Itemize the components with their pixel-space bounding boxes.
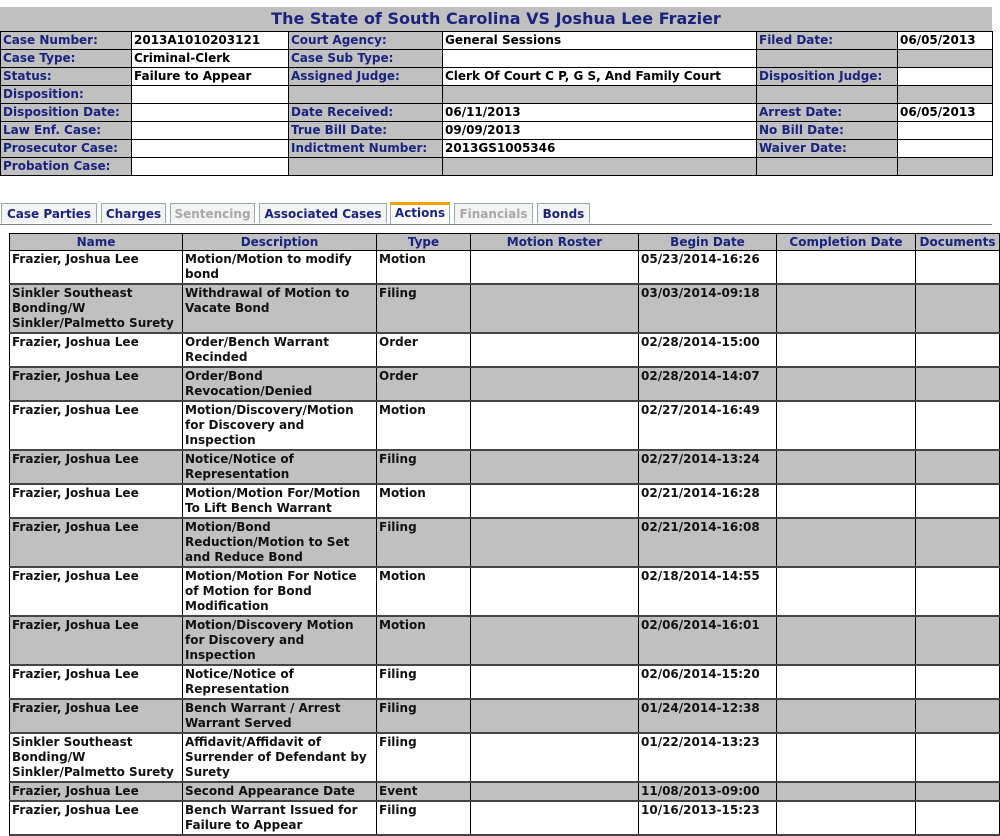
actions-header-row [10,234,1000,251]
cell-type: Motion [377,401,471,450]
table-row[interactable] [10,699,1000,733]
cell-type: Filing [377,733,471,782]
case-info-value: 2013GS1005346 [443,140,757,158]
table-row[interactable] [10,616,1000,665]
cell-documents [916,616,1000,665]
case-info-row [1,158,993,176]
cell-description: Withdrawal of Motion to Vacate Bond [183,284,377,333]
column-header-motion-roster[interactable]: Motion Roster [471,234,639,251]
case-info-value: 09/09/2013 [443,122,757,140]
case-info-label: Case Number: [1,32,132,50]
cell-documents [916,733,1000,782]
cell-motion-roster [471,782,639,801]
cell-motion-roster [471,616,639,665]
cell-name: Frazier, Joshua Lee [10,367,183,401]
cell-begin-date: 02/06/2014-15:20 [639,665,777,699]
case-info-label: Disposition Date: [1,104,132,122]
case-info-label [289,158,443,176]
cell-name: Sinkler Southeast Bonding/W Sinkler/Palmetto Surety [10,733,183,782]
cell-name: Frazier, Joshua Lee [10,518,183,567]
cell-documents [916,333,1000,367]
case-info-value [132,140,289,158]
cell-motion-roster [471,801,639,835]
cell-completion-date [777,484,916,518]
case-info-value: 06/05/2013 [898,32,993,50]
case-info-label: Prosecutor Case: [1,140,132,158]
cell-documents [916,450,1000,484]
column-header-type[interactable]: Type [377,234,471,251]
case-info-label [757,86,898,104]
cell-completion-date [777,284,916,333]
case-info-label: Indictment Number: [289,140,443,158]
case-info-value: Failure to Appear [132,68,289,86]
table-row[interactable] [10,665,1000,699]
cell-type: Motion [377,484,471,518]
case-info-label: Assigned Judge: [289,68,443,86]
cell-begin-date: 01/24/2014-12:38 [639,699,777,733]
cell-type: Motion [377,616,471,665]
cell-documents [916,699,1000,733]
table-row[interactable] [10,251,1000,285]
case-info-label: Waiver Date: [757,140,898,158]
case-info-label: No Bill Date: [757,122,898,140]
cell-completion-date [777,782,916,801]
table-row[interactable] [10,518,1000,567]
cell-begin-date: 02/18/2014-14:55 [639,567,777,616]
tab-sentencing: Sentencing [170,203,255,223]
case-info-value [132,104,289,122]
cell-completion-date [777,567,916,616]
cell-documents [916,665,1000,699]
cell-begin-date: 02/06/2014-16:01 [639,616,777,665]
case-info-label: Filed Date: [757,32,898,50]
cell-description: Motion/Bond Reduction/Motion to Set and Reduce Bond [183,518,377,567]
cell-completion-date [777,699,916,733]
cell-documents [916,518,1000,567]
case-info-label: Disposition: [1,86,132,104]
case-info-value: 2013A1010203121 [132,32,289,50]
cell-motion-roster [471,567,639,616]
case-info-value [898,158,993,176]
case-info-value [443,158,757,176]
case-info-label: Court Agency: [289,32,443,50]
case-tabs [0,200,992,225]
cell-documents [916,567,1000,616]
case-info-value [898,122,993,140]
cell-begin-date: 02/21/2014-16:08 [639,518,777,567]
cell-description: Notice/Notice of Representation [183,450,377,484]
cell-completion-date [777,801,916,835]
case-info-label: Law Enf. Case: [1,122,132,140]
cell-type: Filing [377,665,471,699]
cell-begin-date: 02/27/2014-13:24 [639,450,777,484]
cell-completion-date [777,733,916,782]
cell-description: Affidavit/Affidavit of Surrender of Defendant by Surety [183,733,377,782]
cell-description: Motion/Discovery/Motion for Discovery and Inspection [183,401,377,450]
column-header-documents[interactable]: Documents [916,234,1000,251]
cell-documents [916,367,1000,401]
cell-description: Order/Bench Warrant Recinded [183,333,377,367]
column-header-description[interactable]: Description [183,234,377,251]
cell-completion-date [777,616,916,665]
cell-type: Filing [377,284,471,333]
case-info-value [443,86,757,104]
case-info-label [757,50,898,68]
case-info-value: 06/05/2013 [898,104,993,122]
case-info-value [132,158,289,176]
cell-description: Bench Warrant / Arrest Warrant Served [183,699,377,733]
cell-type: Order [377,367,471,401]
cell-type: Filing [377,801,471,835]
case-info-row [1,140,993,158]
cell-completion-date [777,665,916,699]
case-info-row [1,50,993,68]
cell-begin-date: 10/16/2013-15:23 [639,801,777,835]
cell-type: Event [377,782,471,801]
table-row[interactable] [10,567,1000,616]
cell-type: Filing [377,518,471,567]
case-info-label [757,158,898,176]
case-info-row [1,86,993,104]
case-info-label: True Bill Date: [289,122,443,140]
tab-financials: Financials [454,203,533,223]
cell-completion-date [777,333,916,367]
cell-name: Frazier, Joshua Lee [10,450,183,484]
cell-completion-date [777,518,916,567]
table-row[interactable] [10,367,1000,401]
tab-charges[interactable]: Charges [101,203,166,223]
cell-documents [916,782,1000,801]
cell-motion-roster [471,401,639,450]
cell-documents [916,801,1000,835]
cell-motion-roster [471,367,639,401]
table-row[interactable] [10,782,1000,801]
cell-begin-date: 02/27/2014-16:49 [639,401,777,450]
cell-description: Motion/Motion For/Motion To Lift Bench Warrant [183,484,377,518]
cell-documents [916,401,1000,450]
tab-associated-cases[interactable]: Associated Cases [259,203,387,223]
cell-documents [916,484,1000,518]
tab-bonds[interactable]: Bonds [537,203,590,223]
case-info-label: Probation Case: [1,158,132,176]
table-row[interactable] [10,484,1000,518]
table-row[interactable] [10,733,1000,782]
case-info-row [1,104,993,122]
cell-name: Frazier, Joshua Lee [10,699,183,733]
case-info-label: Disposition Judge: [757,68,898,86]
cell-name: Frazier, Joshua Lee [10,333,183,367]
case-info-value: General Sessions [443,32,757,50]
actions-table-container[interactable] [9,233,996,832]
cell-name: Frazier, Joshua Lee [10,665,183,699]
case-info-value: 06/11/2013 [443,104,757,122]
case-info-label: Case Sub Type: [289,50,443,68]
table-row[interactable] [10,284,1000,333]
cell-completion-date [777,450,916,484]
case-info-value [443,50,757,68]
cell-name: Frazier, Joshua Lee [10,782,183,801]
actions-table [9,233,1000,836]
cell-begin-date: 05/23/2014-16:26 [639,251,777,285]
case-info-label: Arrest Date: [757,104,898,122]
cell-documents [916,284,1000,333]
case-info-table [0,31,993,176]
cell-completion-date [777,367,916,401]
cell-motion-roster [471,251,639,285]
cell-motion-roster [471,699,639,733]
cell-type: Filing [377,450,471,484]
cell-description: Second Appearance Date [183,782,377,801]
cell-begin-date: 01/22/2014-13:23 [639,733,777,782]
cell-begin-date: 02/28/2014-15:00 [639,333,777,367]
cell-begin-date: 02/28/2014-14:07 [639,367,777,401]
cell-completion-date [777,401,916,450]
cell-documents [916,251,1000,285]
cell-description: Bench Warrant Issued for Failure to Appear [183,801,377,835]
tab-case-parties[interactable]: Case Parties [1,203,97,223]
cell-description: Motion/Motion For Notice of Motion for Bond Modification [183,567,377,616]
column-header-completion-date[interactable]: Completion Date [777,234,916,251]
case-info-value [898,68,993,86]
case-info-label: Status: [1,68,132,86]
case-info-label: Case Type: [1,50,132,68]
table-row[interactable] [10,801,1000,835]
cell-motion-roster [471,518,639,567]
cell-type: Motion [377,567,471,616]
cell-type: Filing [377,699,471,733]
cell-motion-roster [471,665,639,699]
cell-description: Order/Bond Revocation/Denied [183,367,377,401]
column-header-name[interactable]: Name [10,234,183,251]
page-title: The State of South Carolina VS Joshua Lee Frazier [0,7,992,31]
case-info-row [1,122,993,140]
cell-begin-date: 02/21/2014-16:28 [639,484,777,518]
cell-name: Frazier, Joshua Lee [10,251,183,285]
case-info-value [898,86,993,104]
cell-motion-roster [471,333,639,367]
cell-motion-roster [471,450,639,484]
case-info-label [289,86,443,104]
cell-motion-roster [471,733,639,782]
cell-motion-roster [471,484,639,518]
cell-begin-date: 11/08/2013-09:00 [639,782,777,801]
case-info-row [1,32,993,50]
table-row[interactable] [10,401,1000,450]
cell-completion-date [777,251,916,285]
cell-name: Frazier, Joshua Lee [10,484,183,518]
case-info-row [1,68,993,86]
tab-actions[interactable]: Actions [390,202,450,224]
cell-description: Motion/Motion to modify bond [183,251,377,285]
case-info-value [132,122,289,140]
column-header-begin-date[interactable]: Begin Date [639,234,777,251]
cell-name: Sinkler Southeast Bonding/W Sinkler/Palmetto Surety [10,284,183,333]
table-row[interactable] [10,333,1000,367]
cell-name: Frazier, Joshua Lee [10,401,183,450]
case-info-value [132,86,289,104]
cell-motion-roster [471,284,639,333]
table-row[interactable] [10,450,1000,484]
cell-type: Motion [377,251,471,285]
cell-name: Frazier, Joshua Lee [10,567,183,616]
case-info-value: Criminal-Clerk [132,50,289,68]
case-info-value [898,140,993,158]
cell-name: Frazier, Joshua Lee [10,801,183,835]
cell-name: Frazier, Joshua Lee [10,616,183,665]
cell-begin-date: 03/03/2014-09:18 [639,284,777,333]
case-info-value: Clerk Of Court C P, G S, And Family Court [443,68,757,86]
cell-description: Notice/Notice of Representation [183,665,377,699]
case-info-label: Date Received: [289,104,443,122]
cell-type: Order [377,333,471,367]
case-info-value [898,50,993,68]
cell-description: Motion/Discovery Motion for Discovery and Inspection [183,616,377,665]
